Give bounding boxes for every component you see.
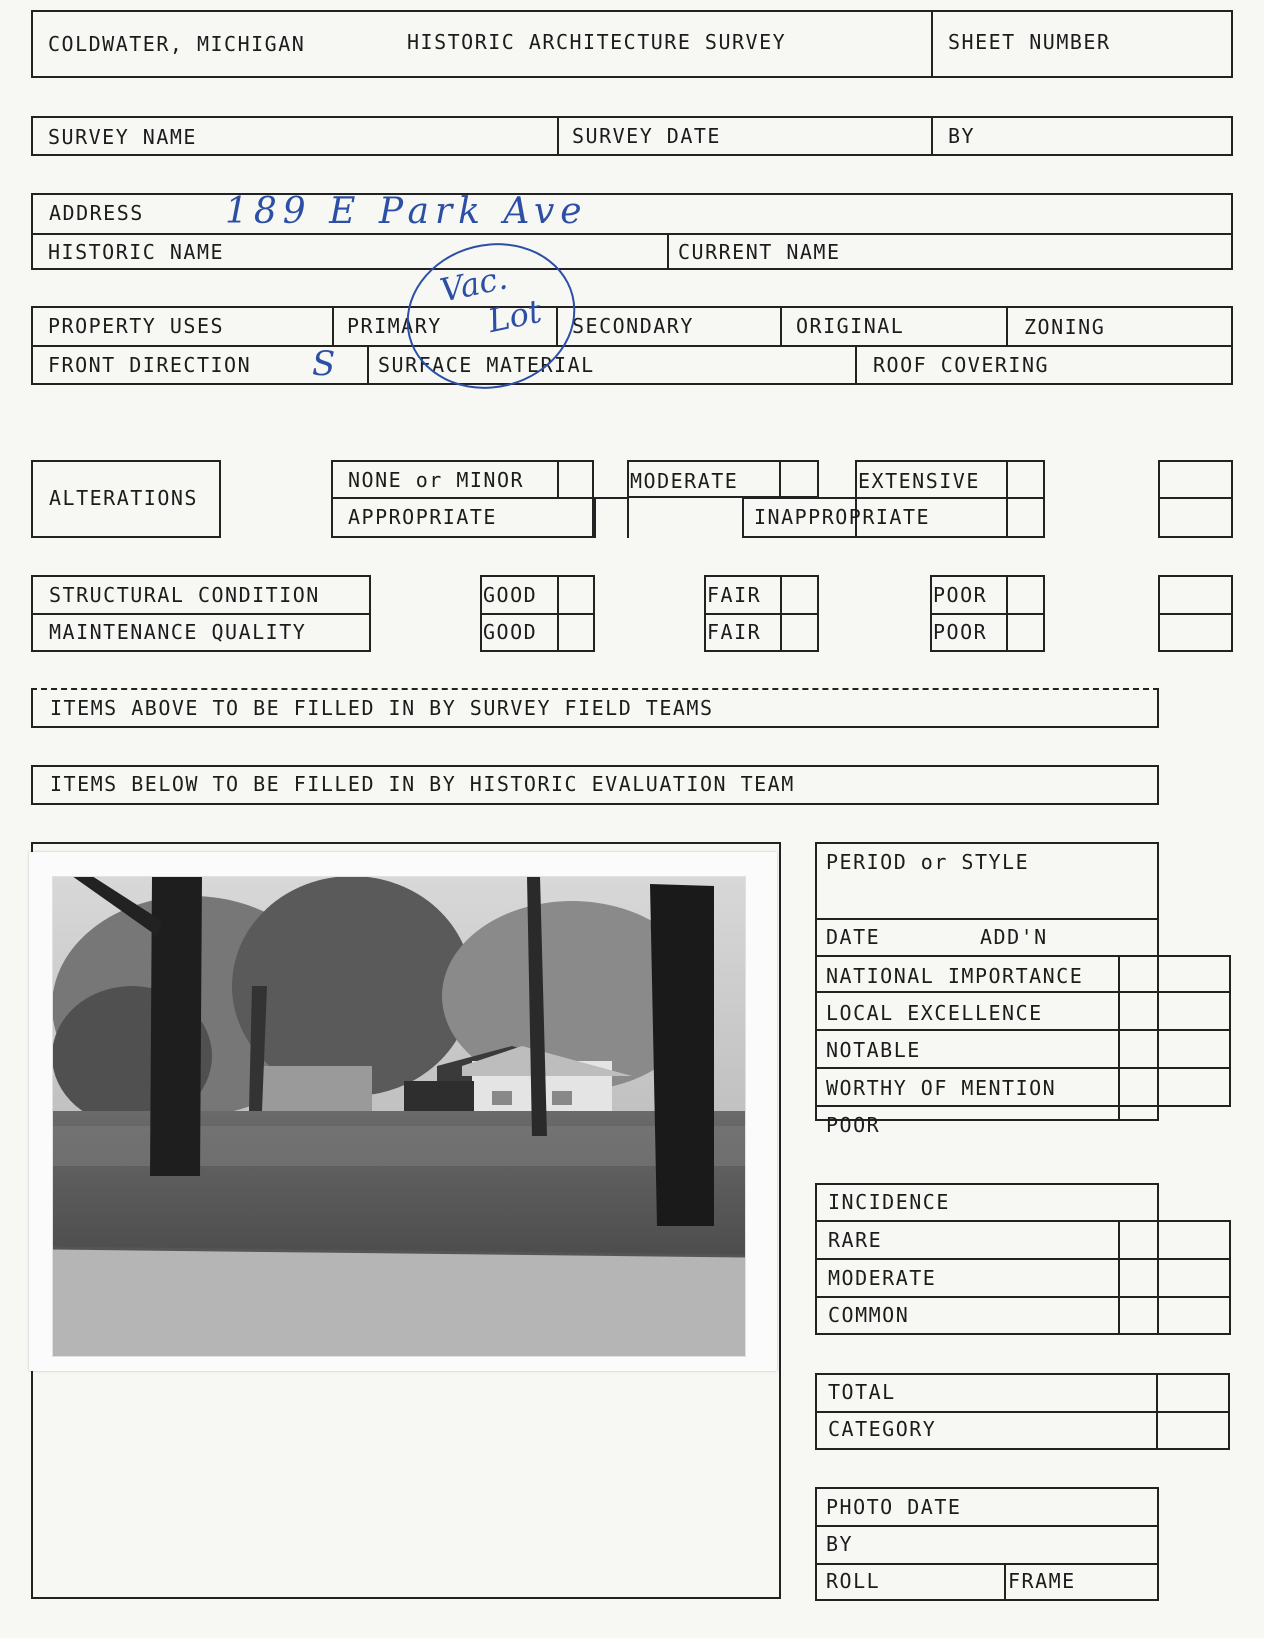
photo-by-field[interactable]: BY — [826, 1532, 854, 1556]
structural-poor-option[interactable]: POOR — [933, 583, 988, 607]
alteration-moderate-option[interactable]: MODERATE — [630, 469, 739, 493]
worthy-of-mention-option[interactable]: WORTHY OF MENTION — [826, 1076, 1057, 1100]
date-field[interactable]: DATE — [826, 925, 881, 949]
alterations-label: ALTERATIONS — [49, 486, 198, 510]
survey-date-field[interactable]: SURVEY DATE — [572, 124, 721, 148]
zoning-field[interactable]: ZONING — [1024, 315, 1106, 339]
surface-material-field[interactable]: SURFACE MATERIAL — [378, 353, 595, 377]
original-field[interactable]: ORIGINAL — [796, 314, 905, 338]
maintenance-poor-option[interactable]: POOR — [933, 620, 988, 644]
front-direction-value[interactable]: S — [312, 344, 336, 384]
header-title: HISTORIC ARCHITECTURE SURVEY — [407, 30, 787, 54]
survey-by-field[interactable]: BY — [948, 124, 976, 148]
maintenance-good-option[interactable]: GOOD — [483, 620, 538, 644]
alteration-inappropriate-option[interactable]: INAPPROPRIATE — [754, 505, 931, 529]
primary-value-line1: Vac. — [436, 258, 511, 310]
alteration-extensive-option[interactable]: EXTENSIVE — [858, 469, 980, 493]
roof-covering-field[interactable]: ROOF COVERING — [873, 353, 1050, 377]
maintenance-fair-option[interactable]: FAIR — [707, 620, 762, 644]
secondary-field[interactable]: SECONDARY — [572, 314, 694, 338]
structural-condition-label: STRUCTURAL CONDITION — [49, 583, 320, 607]
incidence-common-option[interactable]: COMMON — [828, 1303, 910, 1327]
note-above: ITEMS ABOVE TO BE FILLED IN BY SURVEY FIELD TEAMS — [50, 696, 714, 720]
incidence-rare-option[interactable]: RARE — [828, 1228, 883, 1252]
incidence-label: INCIDENCE — [828, 1190, 950, 1214]
total-field[interactable]: TOTAL — [828, 1380, 896, 1404]
photo-date-field[interactable]: PHOTO DATE — [826, 1495, 962, 1519]
address-value[interactable]: 189 E Park Ave — [225, 191, 588, 232]
notable-option[interactable]: NOTABLE — [826, 1038, 921, 1062]
frame-field[interactable]: FRAME — [1008, 1569, 1076, 1593]
historic-name-field[interactable]: HISTORIC NAME — [48, 240, 225, 264]
site-photograph — [52, 876, 746, 1357]
period-style-field[interactable]: PERIOD or STYLE — [826, 850, 1030, 874]
header-city: COLDWATER, MICHIGAN — [48, 32, 306, 56]
property-uses-label: PROPERTY USES — [48, 314, 225, 338]
addn-field[interactable]: ADD'N — [980, 925, 1048, 949]
survey-name-field[interactable]: SURVEY NAME — [48, 125, 197, 149]
alterations-score-box[interactable] — [1158, 460, 1233, 538]
front-direction-label: FRONT DIRECTION — [48, 353, 252, 377]
structural-good-option[interactable]: GOOD — [483, 583, 538, 607]
incidence-moderate-option[interactable]: MODERATE — [828, 1266, 937, 1290]
current-name-field[interactable]: CURRENT NAME — [678, 240, 841, 264]
primary-field[interactable]: PRIMARY — [347, 314, 442, 338]
address-label: ADDRESS — [49, 201, 144, 225]
note-below: ITEMS BELOW TO BE FILLED IN BY HISTORIC EVALUATION TEAM — [50, 772, 795, 796]
national-importance-option[interactable]: NATIONAL IMPORTANCE — [826, 964, 1084, 988]
alteration-appropriate-option[interactable]: APPROPRIATE — [348, 505, 497, 529]
maintenance-quality-label: MAINTENANCE QUALITY — [49, 620, 307, 644]
evaluation-poor-option[interactable]: POOR — [826, 1113, 881, 1137]
roll-field[interactable]: ROLL — [826, 1569, 881, 1593]
alteration-none-minor-option[interactable]: NONE or MINOR — [348, 468, 525, 492]
structural-fair-option[interactable]: FAIR — [707, 583, 762, 607]
category-field[interactable]: CATEGORY — [828, 1417, 937, 1441]
local-excellence-option[interactable]: LOCAL EXCELLENCE — [826, 1001, 1043, 1025]
primary-value-line2: Lot — [484, 291, 545, 341]
sheet-number-field[interactable]: SHEET NUMBER — [948, 30, 1111, 54]
